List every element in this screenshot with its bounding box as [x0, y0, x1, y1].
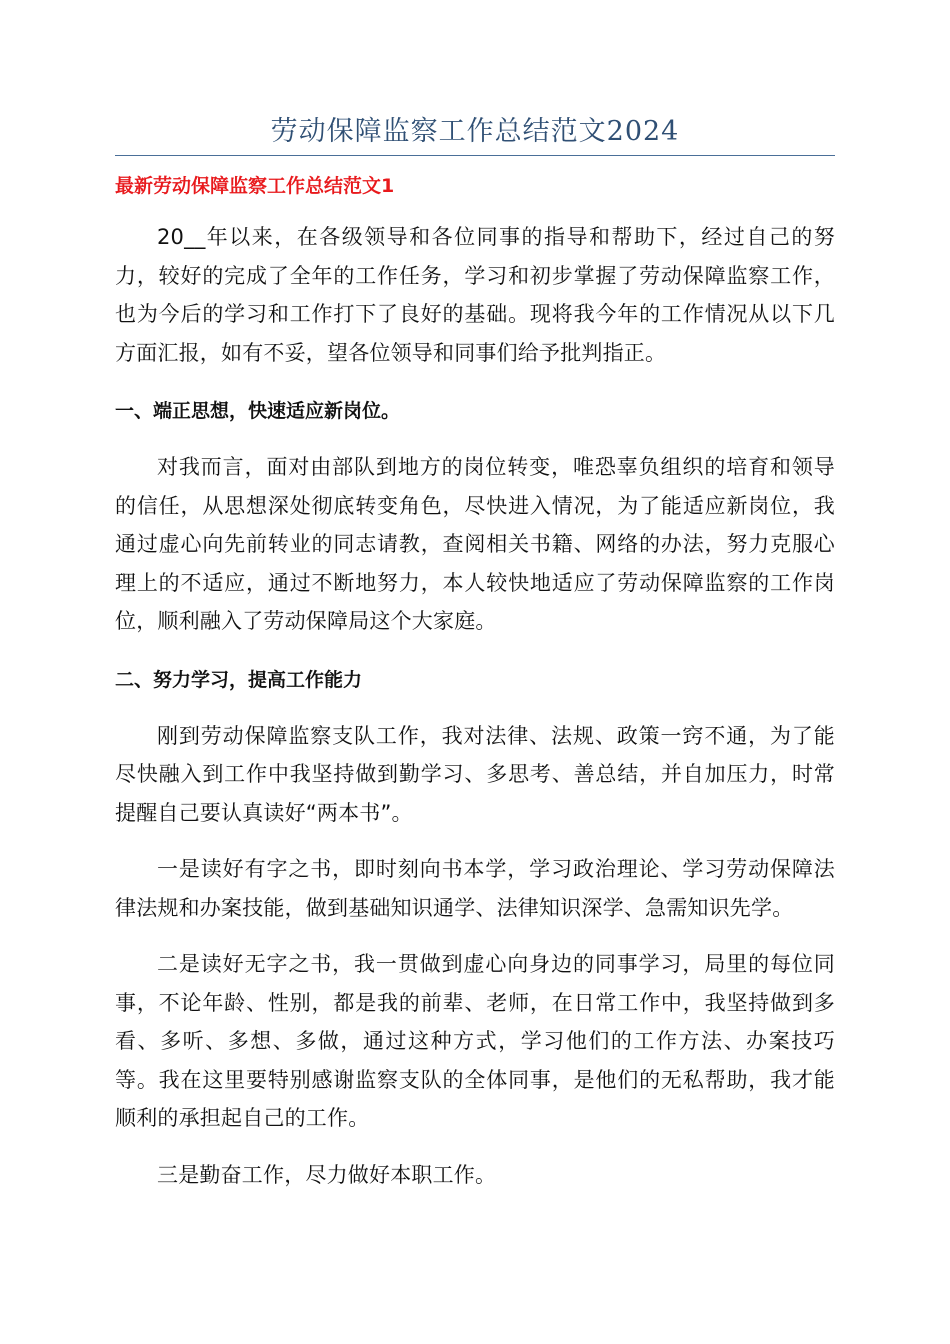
- section-subtitle: 最新劳动保障监察工作总结范文1: [115, 175, 395, 197]
- document-title: 劳动保障监察工作总结范文2024: [270, 116, 680, 147]
- paragraph-adapt-role: 对我而言，面对由部队到地方的岗位转变，唯恐辜负组织的培育和领导的信任，从思想深处彻底转变角色，尽快进入情况，为了能适应新岗位，我通过虚心向先前转业的同志请教，查阅相关书籍、网络的办法，努力克服心理上的不适应，通过不断地努力，本人较快地适应了劳动保障监察的工作岗位，顺利融入了劳动保障局这个大家庭。: [115, 455, 835, 633]
- paragraph-book-learning: 一是读好有字之书，即时刻向书本学，学习政治理论、学习劳动保障法律法规和办案技能，做到基础知识通学、法律知识深学、急需知识先学。: [115, 857, 835, 920]
- paragraph-diligent-work: 三是勤奋工作，尽力做好本职工作。: [157, 1162, 497, 1187]
- title-underline: [115, 155, 835, 156]
- section-heading-1: 一、端正思想，快速适应新岗位。: [115, 400, 401, 422]
- paragraph-study-start: 刚到劳动保障监察支队工作，我对法律、法规、政策一窍不通，为了能尽快融入到工作中我坚持做到勤学习、多思考、善总结，并自加压力，时常提醒自己要认真读好“两本书”。: [115, 723, 835, 825]
- intro-paragraph: 20__年以来，在各级领导和各位同事的指导和帮助下，经过自己的努力，较好的完成了全年的工作任务，学习和初步掌握了劳动保障监察工作，也为今后的学习和工作打下了良好的基础。现将我今年的工作情况从以下几方面汇报，如有不妥，望各位领导和同事们给予批判指正。: [115, 225, 835, 365]
- paragraph-peer-learning: 二是读好无字之书，我一贯做到虚心向身边的同事学习，局里的每位同事，不论年龄、性别，都是我的前辈、老师，在日常工作中，我坚持做到多看、多听、多想、多做，通过这种方式，学习他们的工作方法、办案技巧等。我在这里要特别感谢监察支队的全体同事，是他们的无私帮助，我才能顺利的承担起自己的工作。: [115, 952, 835, 1130]
- document-body: [115, 172, 835, 1194]
- section-heading-2: 二、努力学习，提高工作能力: [115, 668, 363, 691]
